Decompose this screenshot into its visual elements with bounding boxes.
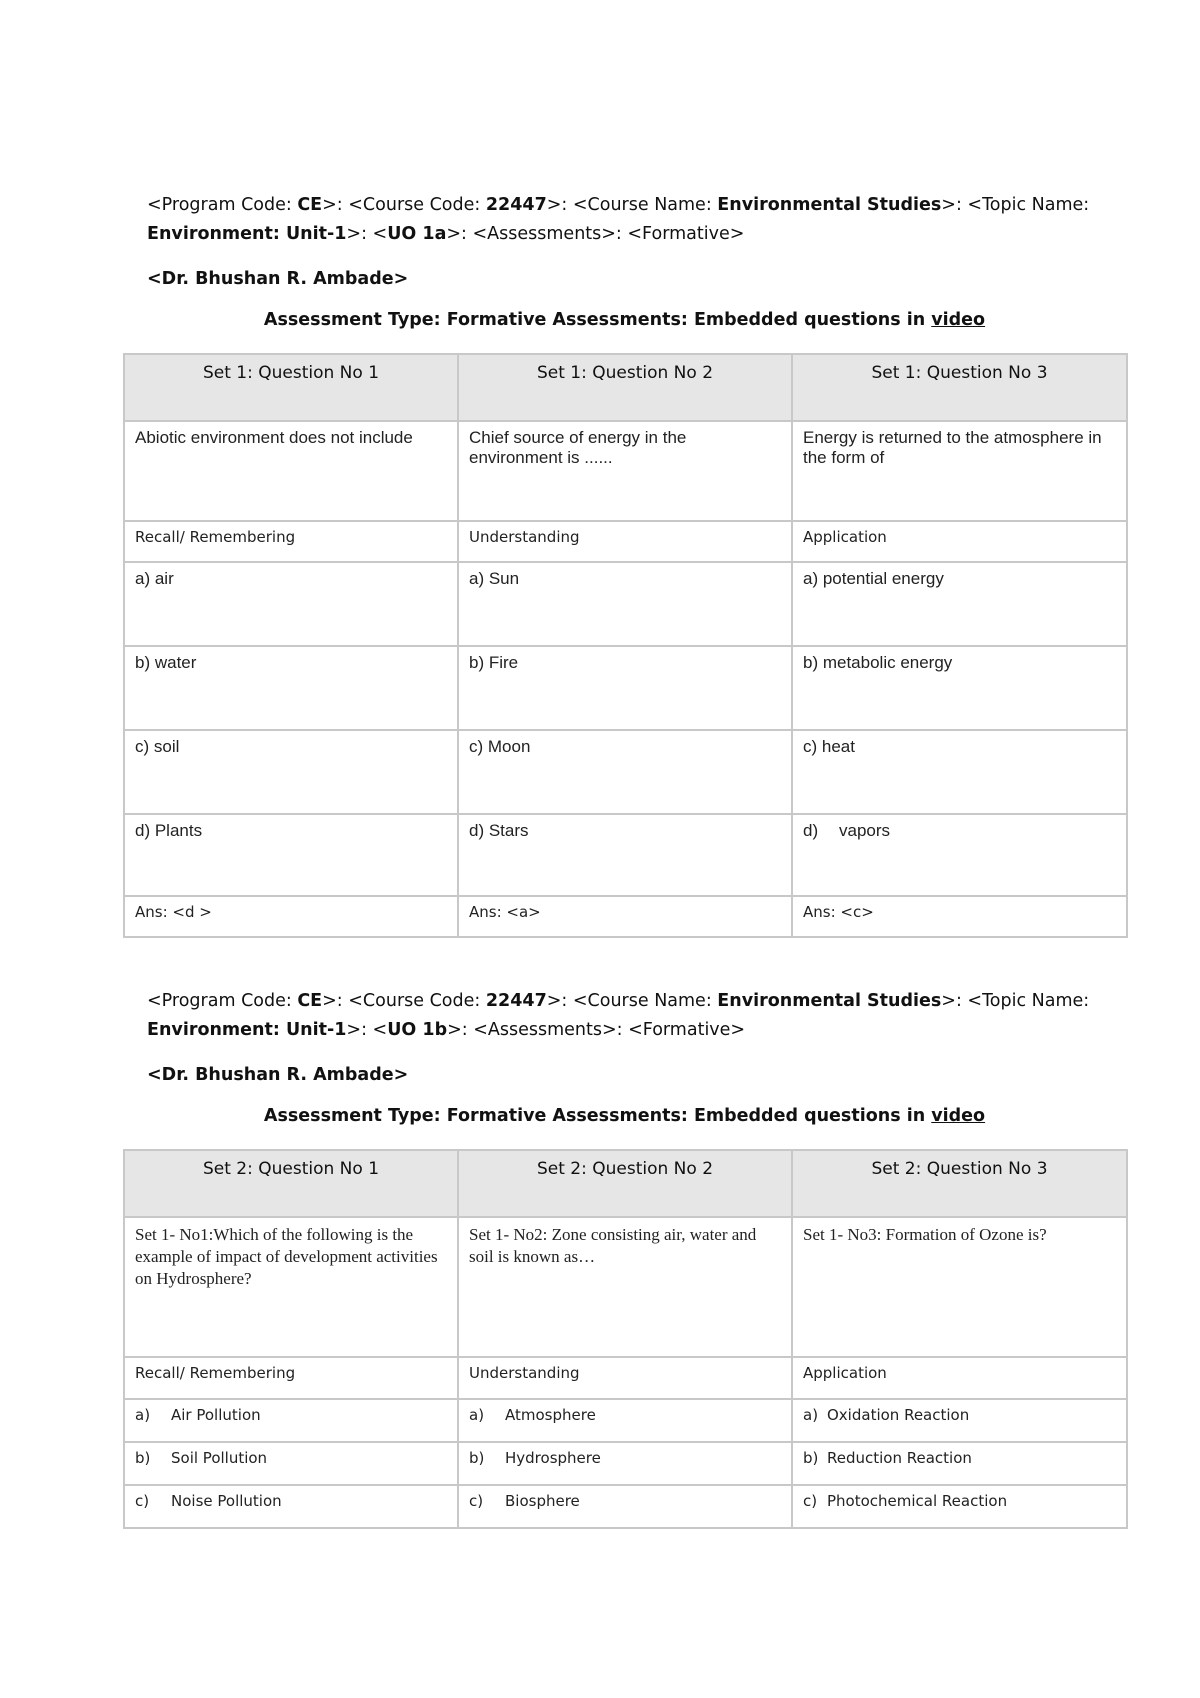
question-text: Set 1- No3: Formation of Ozone is? [792, 1217, 1127, 1357]
option-item [792, 814, 1127, 896]
option-letter: b) [469, 1449, 485, 1467]
course-name: Environmental Studies [717, 991, 942, 1011]
table-header-row [124, 1150, 1127, 1217]
option-item: a) potential energy [792, 562, 1127, 646]
uo-label: >: < [346, 1020, 388, 1040]
option-item: b) Fire [458, 646, 792, 730]
option-letter: c) [135, 1492, 150, 1510]
assessment-title [123, 310, 1126, 330]
column-header: Set 1: Question No 3 [792, 354, 1127, 421]
question-table-set-1 [123, 353, 1128, 938]
question-text: Set 1- No1:Which of the following is the example of impact of development activities on Hydrosphere? [124, 1217, 458, 1357]
option-letter: c) [803, 1492, 818, 1510]
option-text: Biosphere [505, 1492, 580, 1510]
column-header: Set 2: Question No 1 [124, 1150, 458, 1217]
program-code-label: <Program Code: [147, 991, 298, 1011]
topic-label: >: <Topic Name: [941, 195, 1090, 215]
option-text: Atmosphere [505, 1406, 596, 1424]
bloom-level: Application [792, 521, 1127, 562]
course-name: Environmental Studies [717, 195, 942, 215]
level-row [124, 521, 1127, 562]
assessment-title-text: Assessment Type: Formative Assessments: Embedded questions in [263, 1106, 932, 1126]
level-row [124, 1357, 1127, 1399]
bloom-level: Understanding [458, 521, 792, 562]
option-item: d) Plants [124, 814, 458, 896]
option-item [792, 1399, 1127, 1442]
option-item [124, 1485, 458, 1528]
option-item [792, 1485, 1127, 1528]
option-item: d) Stars [458, 814, 792, 896]
option-item: c) heat [792, 730, 1127, 814]
course-code: 22447 [485, 991, 547, 1011]
topic-label: >: <Topic Name: [941, 991, 1090, 1011]
topic-name: Environment: Unit-1 [147, 1020, 347, 1040]
option-item: c) soil [124, 730, 458, 814]
option-row [124, 1399, 1127, 1442]
option-item: a) air [124, 562, 458, 646]
course-name-label: >: <Course Name: [546, 195, 718, 215]
answer-row [124, 896, 1127, 937]
question-row [124, 1217, 1127, 1357]
uo-code: UO 1a [387, 224, 447, 244]
column-header: Set 2: Question No 3 [792, 1150, 1127, 1217]
option-item [458, 1399, 792, 1442]
bloom-level: Application [792, 1357, 1127, 1399]
course-header [147, 987, 1089, 1045]
option-text: Noise Pollution [171, 1492, 282, 1510]
bloom-level: Understanding [458, 1357, 792, 1399]
program-code-label: <Program Code: [147, 195, 298, 215]
option-letter: a) [135, 1406, 151, 1424]
option-item [124, 1442, 458, 1485]
option-text: Soil Pollution [171, 1449, 268, 1467]
uo-code: UO 1b [387, 1020, 448, 1040]
topic-name: Environment: Unit-1 [147, 224, 347, 244]
option-item: c) Moon [458, 730, 792, 814]
option-item [458, 1442, 792, 1485]
question-text: Energy is returned to the atmosphere in the form of [792, 421, 1127, 521]
course-header [147, 191, 1089, 249]
uo-label: >: < [346, 224, 388, 244]
answer-key: Ans: <c> [792, 896, 1127, 937]
option-item: b) water [124, 646, 458, 730]
option-text: Photochemical Reaction [827, 1492, 1008, 1510]
option-row [124, 562, 1127, 646]
course-code-label: >: <Course Code: [322, 991, 486, 1011]
header-tail: >: <Assessments>: <Formative> [447, 1020, 746, 1040]
option-row [124, 1485, 1127, 1528]
table-header-row [124, 354, 1127, 421]
option-row [124, 646, 1127, 730]
video-link[interactable]: video [931, 310, 986, 330]
option-row [124, 814, 1127, 896]
column-header: Set 1: Question No 1 [124, 354, 458, 421]
option-row [124, 730, 1127, 814]
bloom-level: Recall/ Remembering [124, 1357, 458, 1399]
option-item [792, 1442, 1127, 1485]
option-text: Hydrosphere [505, 1449, 601, 1467]
option-text: Air Pollution [171, 1406, 261, 1424]
option-letter: c) [469, 1492, 484, 1510]
option-item [124, 1399, 458, 1442]
program-code: CE [297, 195, 323, 215]
assessment-title-text: Assessment Type: Formative Assessments: Embedded questions in [263, 310, 932, 330]
option-item: a) Sun [458, 562, 792, 646]
option-text: Reduction Reaction [827, 1449, 972, 1467]
course-name-label: >: <Course Name: [546, 991, 718, 1011]
program-code: CE [297, 991, 323, 1011]
option-letter: b) [803, 1449, 819, 1467]
course-code-label: >: <Course Code: [322, 195, 486, 215]
option-text: vapors [839, 821, 891, 840]
author: <Dr. Bhushan R. Ambade> [147, 269, 409, 289]
answer-key: Ans: <d > [124, 896, 458, 937]
option-letter: a) [803, 1406, 819, 1424]
course-code: 22447 [485, 195, 547, 215]
question-text: Set 1- No2: Zone consisting air, water and soil is known as… [458, 1217, 792, 1357]
author: <Dr. Bhushan R. Ambade> [147, 1065, 409, 1085]
assessment-title [123, 1106, 1126, 1126]
column-header: Set 1: Question No 2 [458, 354, 792, 421]
question-table-set-2 [123, 1149, 1128, 1529]
question-text: Abiotic environment does not include [124, 421, 458, 521]
header-tail: >: <Assessments>: <Formative> [446, 224, 745, 244]
option-item: b) metabolic energy [792, 646, 1127, 730]
question-text: Chief source of energy in the environment is ...... [458, 421, 792, 521]
option-letter: b) [135, 1449, 151, 1467]
column-header: Set 2: Question No 2 [458, 1150, 792, 1217]
option-letter: a) [469, 1406, 485, 1424]
option-text: Oxidation Reaction [827, 1406, 970, 1424]
option-item [458, 1485, 792, 1528]
video-link[interactable]: video [931, 1106, 986, 1126]
answer-key: Ans: <a> [458, 896, 792, 937]
option-letter: d) [803, 821, 819, 840]
option-row [124, 1442, 1127, 1485]
question-row [124, 421, 1127, 521]
bloom-level: Recall/ Remembering [124, 521, 458, 562]
